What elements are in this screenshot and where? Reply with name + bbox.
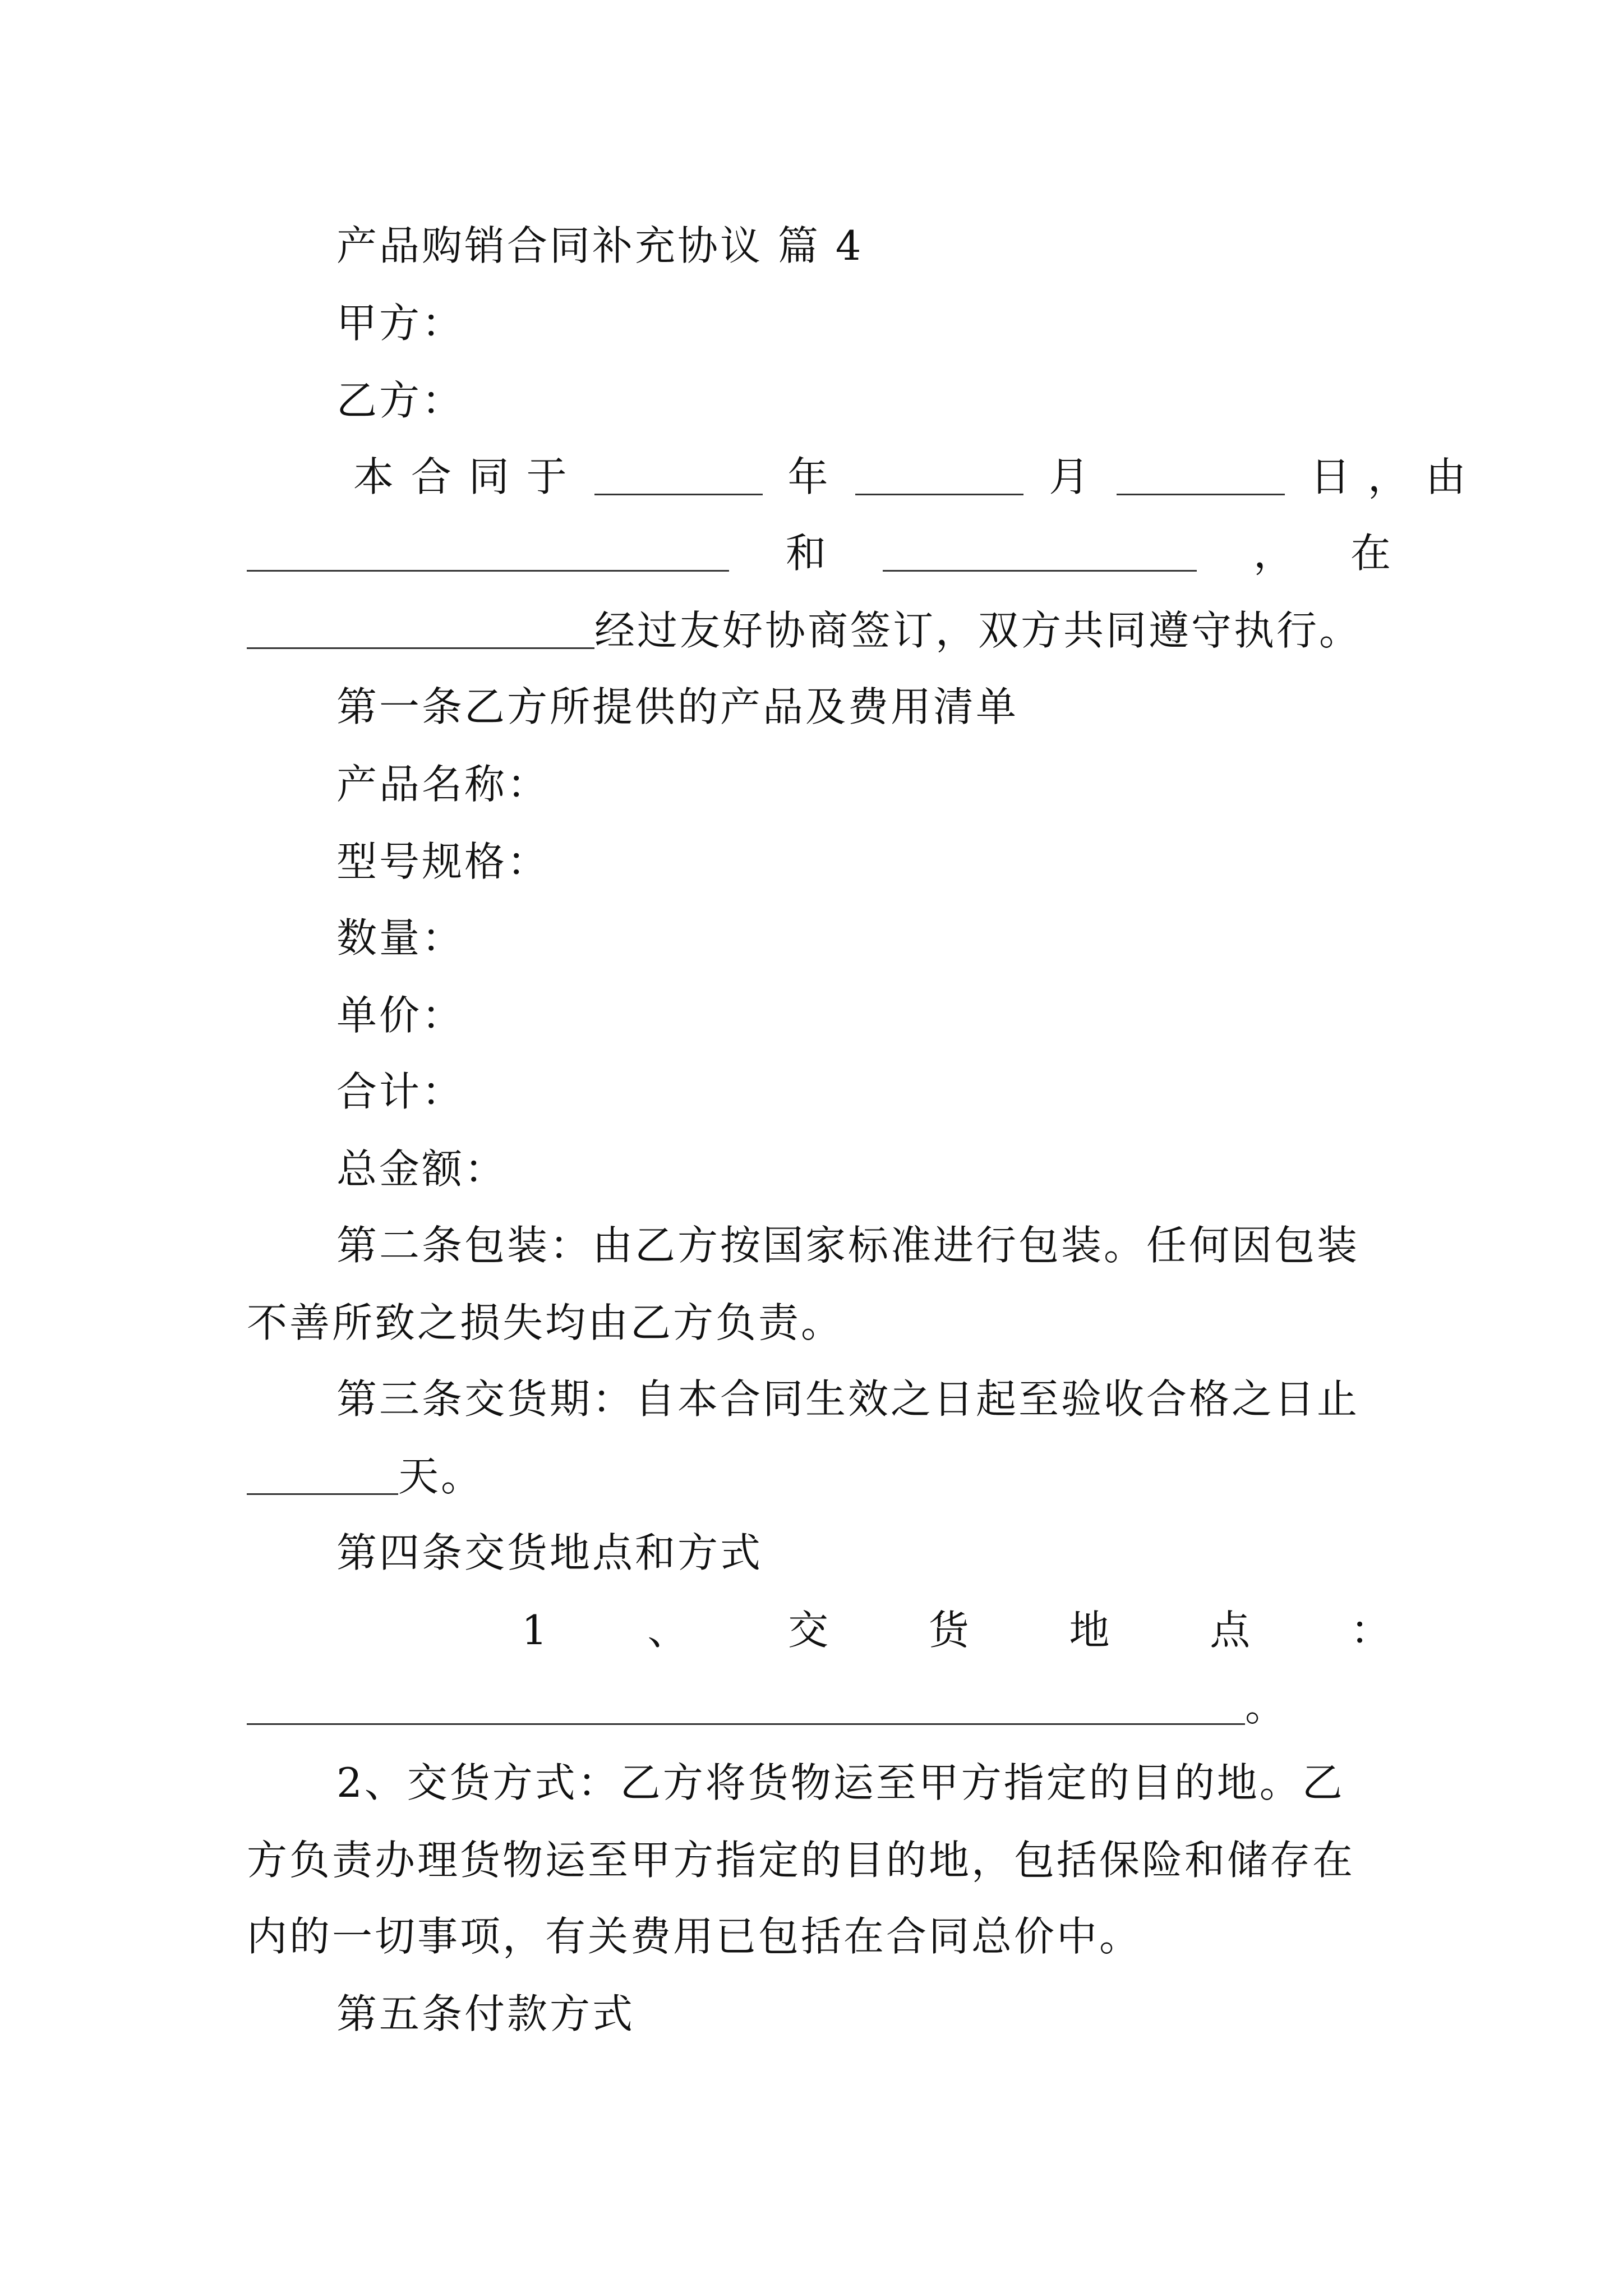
article-4-title: 第四条交货地点和方式 <box>336 1529 763 1576</box>
item-1-char-2: 货 <box>928 1607 969 1654</box>
blank-month <box>855 449 1023 495</box>
intro-signed-text: 经过友好协商签订，双方共同遵守执行。 <box>594 607 1362 654</box>
intro-month-label: 月 <box>1049 453 1092 500</box>
article-3-line-1: 第三条交货期：自本合同生效之日起至验收合格之日止 <box>336 1375 1360 1423</box>
field-subtotal: 合计： <box>336 1068 465 1115</box>
item-1-colon: ： <box>1350 1607 1391 1654</box>
intro-and-label: 和 <box>785 530 826 577</box>
article-4-item-1 <box>522 1602 1391 1658</box>
field-product-name: 产品名称： <box>336 761 550 808</box>
blank-days <box>247 1448 398 1495</box>
intro-line-1 <box>353 449 1468 505</box>
article-3-days-label: 天。 <box>398 1453 484 1500</box>
item-1-char-1: 交 <box>788 1607 829 1654</box>
article-1-title: 第一条乙方所提供的产品及费用清单 <box>336 683 1019 730</box>
article-4-item-1-blank-line <box>247 1678 1288 1734</box>
item-1-period: 。 <box>1245 1683 1288 1730</box>
field-unit-price: 单价： <box>336 992 465 1039</box>
article-5-title: 第五条付款方式 <box>336 1990 635 2037</box>
intro-at-label: 在 <box>1350 530 1391 577</box>
item-1-number: 1 <box>522 1607 547 1654</box>
blank-party-1 <box>247 525 729 572</box>
blank-party-2 <box>883 525 1197 572</box>
field-model-spec: 型号规格： <box>336 838 550 885</box>
intro-year-label: 年 <box>787 453 831 500</box>
party-a-label: 甲方： <box>336 300 465 347</box>
intro-comma: ， <box>1253 530 1294 577</box>
intro-line-2 <box>247 525 1391 581</box>
party-b-label: 乙方： <box>336 377 465 424</box>
intro-line-3 <box>247 602 1362 659</box>
article-2-line-2: 不善所致之损失均由乙方负责。 <box>247 1299 844 1346</box>
intro-prefix: 本 合 同 于 <box>353 453 569 500</box>
field-quantity: 数量： <box>336 914 465 961</box>
field-total: 总金额： <box>336 1145 508 1193</box>
item-1-char-3: 地 <box>1069 1607 1110 1654</box>
blank-place <box>247 602 594 649</box>
blank-day <box>1117 449 1285 495</box>
blank-year <box>594 449 763 495</box>
article-4-item-2-line-3: 内的一切事项，有关费用已包括在合同总价中。 <box>247 1913 1142 1960</box>
item-1-separator: 、 <box>647 1607 688 1654</box>
document-title: 产品购销合同补充协议 篇 4 <box>336 222 864 269</box>
article-4-item-2-line-2: 方负责办理货物运至甲方指定的目的地，包括保险和储存在 <box>247 1837 1355 1884</box>
blank-delivery-place <box>247 1678 1245 1725</box>
article-4-item-2-line-1: 2、交货方式：乙方将货物运至甲方指定的目的地。乙 <box>336 1759 1345 1806</box>
article-2-line-1: 第二条包装：由乙方按国家标准进行包装。任何因包装 <box>336 1222 1360 1269</box>
article-3-line-2 <box>247 1448 483 1504</box>
item-1-char-4: 点 <box>1210 1607 1251 1654</box>
intro-day-label: 日 ， 由 <box>1310 453 1468 500</box>
